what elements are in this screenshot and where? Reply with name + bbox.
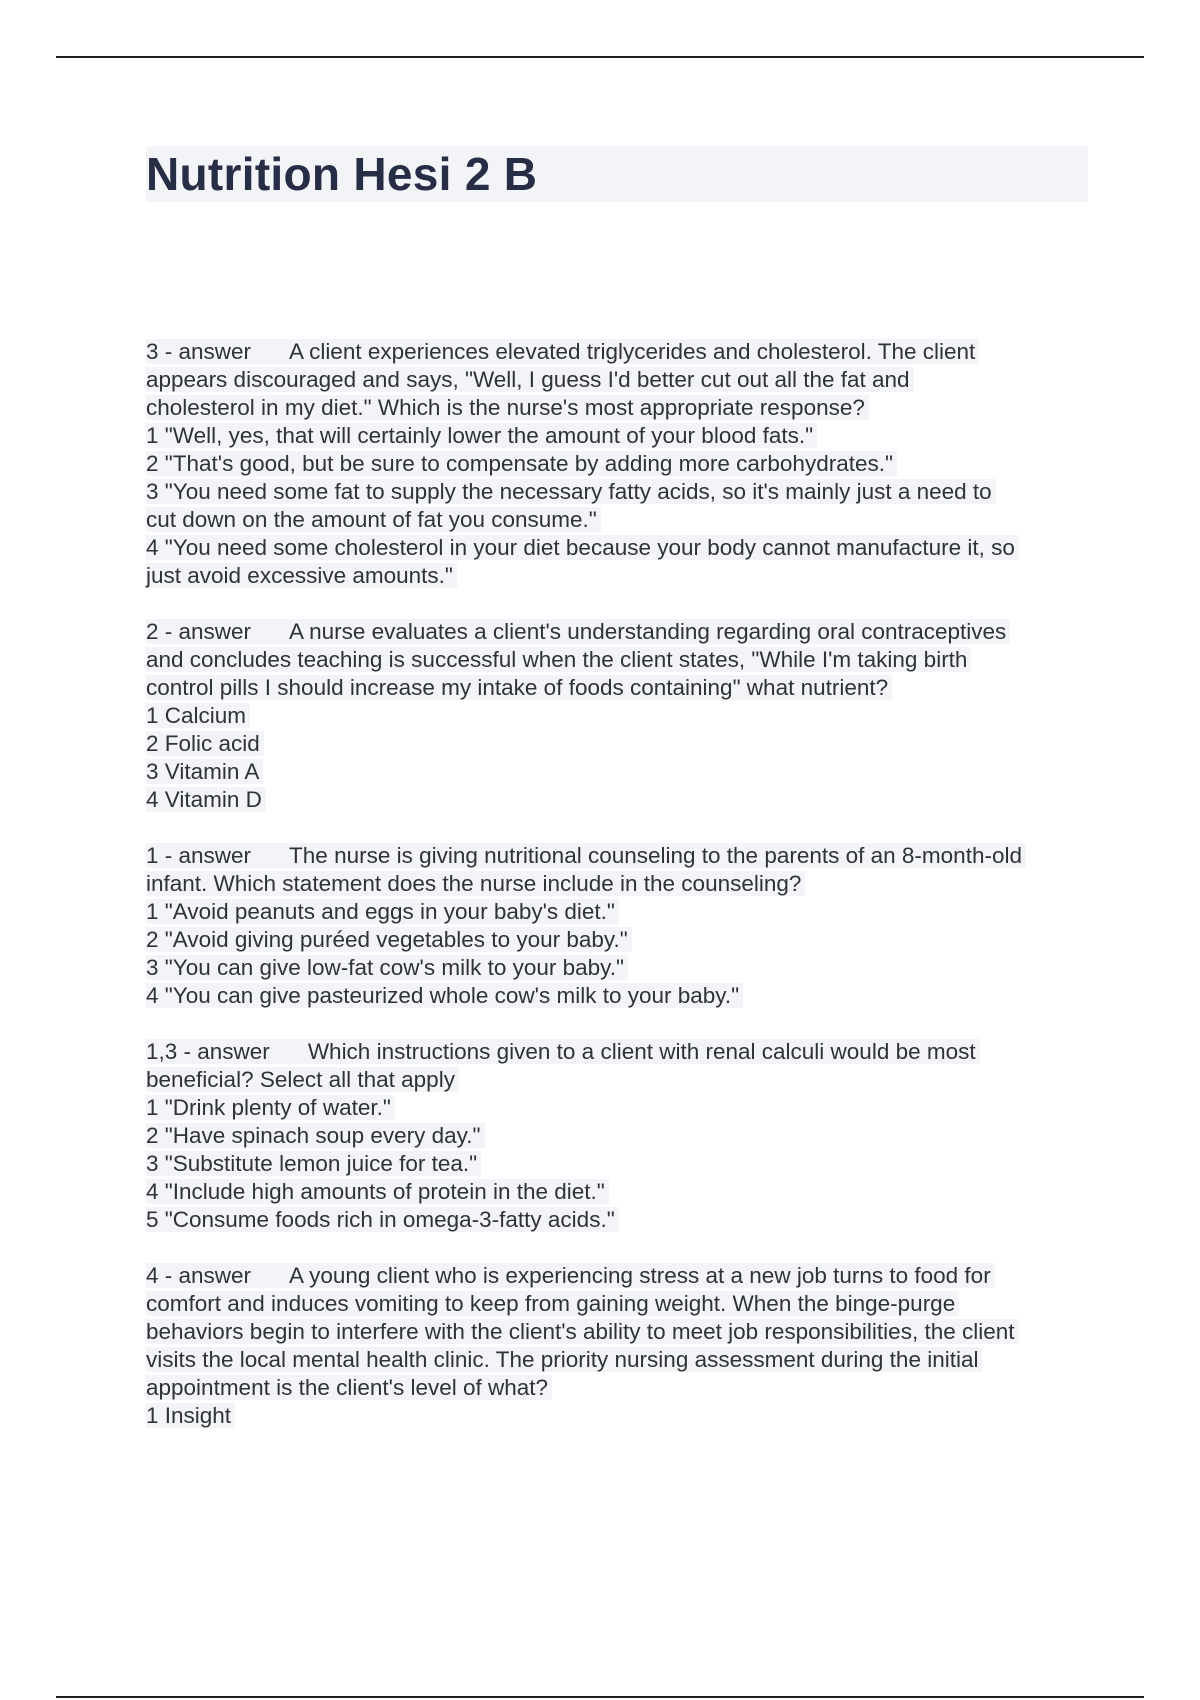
question-line (146, 1262, 1096, 1290)
option-line: 1 Insight (146, 1402, 1096, 1430)
question-line: and concludes teaching is successful when the client states, "While I'm taking birth (146, 646, 1096, 674)
option-line: 3 "You need some fat to supply the necessary fatty acids, so it's mainly just a need to (146, 478, 1096, 506)
question-line: appears discouraged and says, "Well, I guess I'd better cut out all the fat and (146, 366, 1096, 394)
option-line: 5 "Consume foods rich in omega-3-fatty acids." (146, 1206, 1096, 1234)
option-line: just avoid excessive amounts." (146, 562, 1096, 590)
qa-item (146, 842, 1096, 1010)
option-line: 2 "That's good, but be sure to compensate by adding more carbohydrates." (146, 450, 1096, 478)
option-line: 4 "You can give pasteurized whole cow's milk to your baby." (146, 982, 1096, 1010)
question-line: beneficial? Select all that apply (146, 1066, 1096, 1094)
question-line (146, 1038, 1096, 1066)
question-line (146, 842, 1096, 870)
option-line: cut down on the amount of fat you consume." (146, 506, 1096, 534)
qa-item (146, 1038, 1096, 1234)
question-text: A nurse evaluates a client's understanding regarding oral contraceptives (289, 619, 1007, 644)
option-line: 1 "Avoid peanuts and eggs in your baby's diet." (146, 898, 1096, 926)
qa-item (146, 618, 1096, 814)
answer-label: 3 - answer (146, 339, 252, 364)
qa-item (146, 1262, 1096, 1430)
option-line: 1 Calcium (146, 702, 1096, 730)
option-line: 4 "You need some cholesterol in your diet because your body cannot manufacture it, so (146, 534, 1096, 562)
question-line: cholesterol in my diet." Which is the nurse's most appropriate response? (146, 394, 1096, 422)
answer-label: 4 - answer (146, 1263, 252, 1288)
question-line: visits the local mental health clinic. The priority nursing assessment during the initial (146, 1346, 1096, 1374)
question-line: behaviors begin to interfere with the client's ability to meet job responsibilities, the client (146, 1318, 1096, 1346)
qa-list (146, 338, 1096, 1458)
option-line: 3 "Substitute lemon juice for tea." (146, 1150, 1096, 1178)
question-line: control pills I should increase my intake of foods containing" what nutrient? (146, 674, 1096, 702)
question-line: comfort and induces vomiting to keep from gaining weight. When the binge-purge (146, 1290, 1096, 1318)
option-line: 4 Vitamin D (146, 786, 1096, 814)
option-line: 3 Vitamin A (146, 758, 1096, 786)
question-text: A young client who is experiencing stress at a new job turns to food for (289, 1263, 991, 1288)
question-text: The nurse is giving nutritional counseling to the parents of an 8-month-old (289, 843, 1022, 868)
top-divider (56, 56, 1144, 58)
qa-item (146, 338, 1096, 590)
answer-label: 2 - answer (146, 619, 252, 644)
page-title: Nutrition Hesi 2 B (146, 148, 538, 200)
answer-label: 1,3 - answer (146, 1039, 270, 1064)
question-line: appointment is the client's level of what? (146, 1374, 1096, 1402)
option-line: 3 "You can give low-fat cow's milk to your baby." (146, 954, 1096, 982)
option-line: 1 "Well, yes, that will certainly lower the amount of your blood fats." (146, 422, 1096, 450)
option-line: 4 "Include high amounts of protein in the diet." (146, 1178, 1096, 1206)
question-text: A client experiences elevated triglycerides and cholesterol. The client (289, 339, 976, 364)
option-line: 1 "Drink plenty of water." (146, 1094, 1096, 1122)
question-line (146, 338, 1096, 366)
option-line: 2 Folic acid (146, 730, 1096, 758)
question-text: Which instructions given to a client with renal calculi would be most (307, 1039, 976, 1064)
question-line (146, 618, 1096, 646)
question-line: infant. Which statement does the nurse include in the counseling? (146, 870, 1096, 898)
bottom-divider (56, 1696, 1144, 1698)
option-line: 2 "Avoid giving puréed vegetables to your baby." (146, 926, 1096, 954)
answer-label: 1 - answer (146, 843, 252, 868)
option-line: 2 "Have spinach soup every day." (146, 1122, 1096, 1150)
